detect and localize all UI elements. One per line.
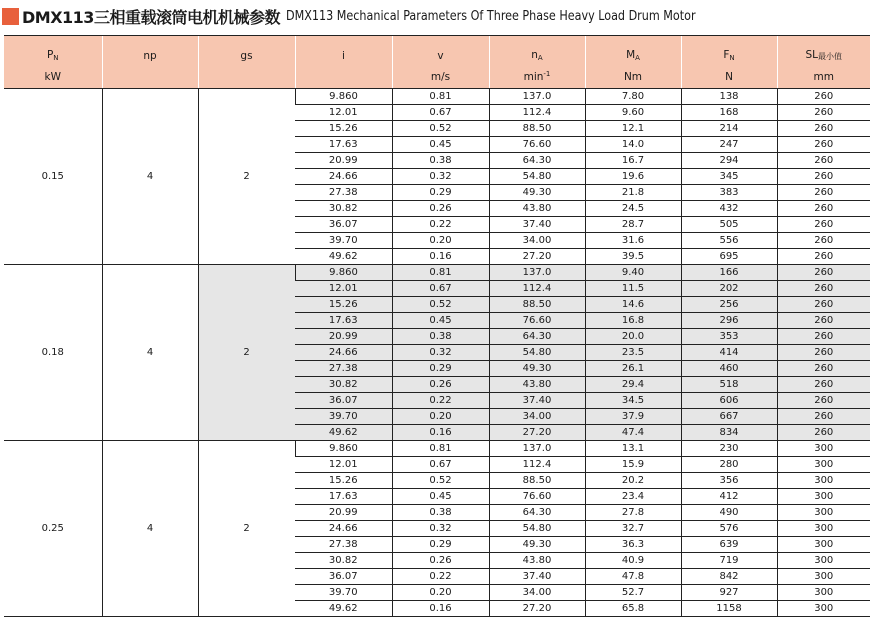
speed-v-cell: 0.52 bbox=[392, 121, 489, 137]
force-fn-cell: 927 bbox=[681, 585, 777, 601]
length-sl-cell: 260 bbox=[777, 153, 870, 169]
ratio-i-cell: 9.860 bbox=[295, 441, 392, 457]
speed-v-cell: 0.38 bbox=[392, 153, 489, 169]
header-na: $n_A$ bbox=[489, 36, 585, 66]
parameters-table bbox=[4, 35, 870, 617]
unit-i bbox=[295, 65, 392, 89]
length-sl-cell: 260 bbox=[777, 361, 870, 377]
length-sl-cell: 260 bbox=[777, 137, 870, 153]
header-symbol-row bbox=[4, 36, 870, 66]
torque-ma-cell: 23.5 bbox=[585, 345, 681, 361]
ratio-i-cell: 24.66 bbox=[295, 345, 392, 361]
torque-ma-cell: 12.1 bbox=[585, 121, 681, 137]
force-fn-cell: 345 bbox=[681, 169, 777, 185]
unit-ma: Nm bbox=[585, 65, 681, 89]
header-v: v bbox=[392, 36, 489, 66]
output-speed-na-cell: 49.30 bbox=[489, 361, 585, 377]
torque-ma-cell: 16.8 bbox=[585, 313, 681, 329]
length-sl-cell: 300 bbox=[777, 441, 870, 457]
force-fn-cell: 294 bbox=[681, 153, 777, 169]
force-fn-cell: 719 bbox=[681, 553, 777, 569]
power-group bbox=[4, 265, 870, 441]
length-sl-cell: 300 bbox=[777, 489, 870, 505]
output-speed-na-cell: 54.80 bbox=[489, 169, 585, 185]
length-sl-cell: 260 bbox=[777, 249, 870, 265]
torque-ma-cell: 16.7 bbox=[585, 153, 681, 169]
output-speed-na-cell: 76.60 bbox=[489, 137, 585, 153]
ratio-i-cell: 15.26 bbox=[295, 297, 392, 313]
title-english: DMX113 Mechanical Parameters Of Three Phase Heavy Load Drum Motor bbox=[285, 8, 696, 24]
torque-ma-cell: 28.7 bbox=[585, 217, 681, 233]
power-group bbox=[4, 441, 870, 617]
torque-ma-cell: 36.3 bbox=[585, 537, 681, 553]
speed-v-cell: 0.52 bbox=[392, 297, 489, 313]
speed-v-cell: 0.22 bbox=[392, 217, 489, 233]
header-unit-row bbox=[4, 65, 870, 89]
length-sl-cell: 300 bbox=[777, 569, 870, 585]
page-title bbox=[0, 4, 731, 28]
ratio-i-cell: 12.01 bbox=[295, 457, 392, 473]
speed-v-cell: 0.29 bbox=[392, 361, 489, 377]
length-sl-cell: 300 bbox=[777, 521, 870, 537]
output-speed-na-cell: 34.00 bbox=[489, 585, 585, 601]
length-sl-cell: 300 bbox=[777, 457, 870, 473]
speed-v-cell: 0.20 bbox=[392, 409, 489, 425]
ratio-i-cell: 27.38 bbox=[295, 361, 392, 377]
length-sl-cell: 260 bbox=[777, 409, 870, 425]
force-fn-cell: 556 bbox=[681, 233, 777, 249]
speed-v-cell: 0.45 bbox=[392, 489, 489, 505]
ratio-i-cell: 36.07 bbox=[295, 569, 392, 585]
length-sl-cell: 260 bbox=[777, 425, 870, 441]
speed-v-cell: 0.32 bbox=[392, 521, 489, 537]
force-fn-cell: 383 bbox=[681, 185, 777, 201]
torque-ma-cell: 24.5 bbox=[585, 201, 681, 217]
force-fn-cell: 280 bbox=[681, 457, 777, 473]
length-sl-cell: 260 bbox=[777, 329, 870, 345]
length-sl-cell: 260 bbox=[777, 377, 870, 393]
ratio-i-cell: 30.82 bbox=[295, 201, 392, 217]
group-np-cell: 4 bbox=[102, 265, 198, 441]
ratio-i-cell: 15.26 bbox=[295, 121, 392, 137]
length-sl-cell: 260 bbox=[777, 201, 870, 217]
speed-v-cell: 0.20 bbox=[392, 585, 489, 601]
length-sl-cell: 300 bbox=[777, 473, 870, 489]
force-fn-cell: 460 bbox=[681, 361, 777, 377]
output-speed-na-cell: 88.50 bbox=[489, 121, 585, 137]
speed-v-cell: 0.81 bbox=[392, 265, 489, 281]
force-fn-cell: 505 bbox=[681, 217, 777, 233]
force-fn-cell: 834 bbox=[681, 425, 777, 441]
header-pn: $P_N$ bbox=[4, 36, 102, 66]
torque-ma-cell: 7.80 bbox=[585, 89, 681, 105]
output-speed-na-cell: 137.0 bbox=[489, 441, 585, 457]
ratio-i-cell: 27.38 bbox=[295, 185, 392, 201]
length-sl-cell: 300 bbox=[777, 537, 870, 553]
force-fn-cell: 695 bbox=[681, 249, 777, 265]
force-fn-cell: 256 bbox=[681, 297, 777, 313]
table-header bbox=[4, 36, 870, 89]
speed-v-cell: 0.26 bbox=[392, 553, 489, 569]
ratio-i-cell: 17.63 bbox=[295, 313, 392, 329]
output-speed-na-cell: 88.50 bbox=[489, 297, 585, 313]
force-fn-cell: 166 bbox=[681, 265, 777, 281]
speed-v-cell: 0.52 bbox=[392, 473, 489, 489]
force-fn-cell: 230 bbox=[681, 441, 777, 457]
output-speed-na-cell: 76.60 bbox=[489, 489, 585, 505]
ratio-i-cell: 30.82 bbox=[295, 377, 392, 393]
length-sl-cell: 260 bbox=[777, 393, 870, 409]
output-speed-na-cell: 112.4 bbox=[489, 281, 585, 297]
speed-v-cell: 0.38 bbox=[392, 505, 489, 521]
length-sl-cell: 300 bbox=[777, 585, 870, 601]
torque-ma-cell: 65.8 bbox=[585, 601, 681, 617]
speed-v-cell: 0.67 bbox=[392, 281, 489, 297]
ratio-i-cell: 39.70 bbox=[295, 585, 392, 601]
title-chinese: DMX113三相重载滚筒电机机械参数 bbox=[22, 7, 280, 27]
torque-ma-cell: 21.8 bbox=[585, 185, 681, 201]
speed-v-cell: 0.20 bbox=[392, 233, 489, 249]
force-fn-cell: 490 bbox=[681, 505, 777, 521]
output-speed-na-cell: 76.60 bbox=[489, 313, 585, 329]
output-speed-na-cell: 137.0 bbox=[489, 265, 585, 281]
group-np-cell: 4 bbox=[102, 89, 198, 265]
force-fn-cell: 576 bbox=[681, 521, 777, 537]
speed-v-cell: 0.81 bbox=[392, 89, 489, 105]
ratio-i-cell: 15.26 bbox=[295, 473, 392, 489]
output-speed-na-cell: 64.30 bbox=[489, 329, 585, 345]
force-fn-cell: 842 bbox=[681, 569, 777, 585]
force-fn-cell: 214 bbox=[681, 121, 777, 137]
output-speed-na-cell: 43.80 bbox=[489, 553, 585, 569]
ratio-i-cell: 49.62 bbox=[295, 249, 392, 265]
ratio-i-cell: 9.860 bbox=[295, 89, 392, 105]
length-sl-cell: 260 bbox=[777, 313, 870, 329]
force-fn-cell: 138 bbox=[681, 89, 777, 105]
group-gs-cell: 2 bbox=[198, 265, 295, 441]
group-np-cell: 4 bbox=[102, 441, 198, 617]
length-sl-cell: 300 bbox=[777, 601, 870, 617]
unit-na: $\min^{-1}$ bbox=[489, 65, 585, 89]
torque-ma-cell: 31.6 bbox=[585, 233, 681, 249]
speed-v-cell: 0.67 bbox=[392, 105, 489, 121]
speed-v-cell: 0.22 bbox=[392, 569, 489, 585]
group-gs-cell: 2 bbox=[198, 89, 295, 265]
group-gs-cell: 2 bbox=[198, 441, 295, 617]
length-sl-cell: 260 bbox=[777, 233, 870, 249]
unit-v: m/s bbox=[392, 65, 489, 89]
length-sl-cell: 300 bbox=[777, 505, 870, 521]
length-sl-cell: 260 bbox=[777, 217, 870, 233]
torque-ma-cell: 20.2 bbox=[585, 473, 681, 489]
torque-ma-cell: 34.5 bbox=[585, 393, 681, 409]
torque-ma-cell: 47.4 bbox=[585, 425, 681, 441]
torque-ma-cell: 29.4 bbox=[585, 377, 681, 393]
speed-v-cell: 0.16 bbox=[392, 601, 489, 617]
unit-sl: mm bbox=[777, 65, 870, 89]
header-np: np bbox=[102, 36, 198, 66]
unit-np bbox=[102, 65, 198, 89]
unit-gs bbox=[198, 65, 295, 89]
speed-v-cell: 0.32 bbox=[392, 345, 489, 361]
speed-v-cell: 0.26 bbox=[392, 201, 489, 217]
group-pn-cell: 0.18 bbox=[4, 265, 102, 441]
force-fn-cell: 667 bbox=[681, 409, 777, 425]
force-fn-cell: 414 bbox=[681, 345, 777, 361]
force-fn-cell: 432 bbox=[681, 201, 777, 217]
output-speed-na-cell: 54.80 bbox=[489, 345, 585, 361]
torque-ma-cell: 40.9 bbox=[585, 553, 681, 569]
speed-v-cell: 0.38 bbox=[392, 329, 489, 345]
length-sl-cell: 260 bbox=[777, 105, 870, 121]
force-fn-cell: 639 bbox=[681, 537, 777, 553]
output-speed-na-cell: 37.40 bbox=[489, 217, 585, 233]
length-sl-cell: 260 bbox=[777, 169, 870, 185]
torque-ma-cell: 13.1 bbox=[585, 441, 681, 457]
output-speed-na-cell: 37.40 bbox=[489, 393, 585, 409]
speed-v-cell: 0.16 bbox=[392, 425, 489, 441]
table-row bbox=[4, 89, 870, 105]
ratio-i-cell: 12.01 bbox=[295, 281, 392, 297]
header-i: i bbox=[295, 36, 392, 66]
output-speed-na-cell: 37.40 bbox=[489, 569, 585, 585]
torque-ma-cell: 52.7 bbox=[585, 585, 681, 601]
unit-fn: N bbox=[681, 65, 777, 89]
speed-v-cell: 0.45 bbox=[392, 313, 489, 329]
torque-ma-cell: 19.6 bbox=[585, 169, 681, 185]
torque-ma-cell: 14.6 bbox=[585, 297, 681, 313]
ratio-i-cell: 39.70 bbox=[295, 233, 392, 249]
force-fn-cell: 356 bbox=[681, 473, 777, 489]
output-speed-na-cell: 27.20 bbox=[489, 425, 585, 441]
torque-ma-cell: 39.5 bbox=[585, 249, 681, 265]
power-group bbox=[4, 89, 870, 265]
ratio-i-cell: 17.63 bbox=[295, 137, 392, 153]
force-fn-cell: 296 bbox=[681, 313, 777, 329]
length-sl-cell: 260 bbox=[777, 281, 870, 297]
ratio-i-cell: 49.62 bbox=[295, 425, 392, 441]
header-sl: SL最小值 bbox=[777, 36, 870, 66]
force-fn-cell: 606 bbox=[681, 393, 777, 409]
output-speed-na-cell: 27.20 bbox=[489, 249, 585, 265]
torque-ma-cell: 27.8 bbox=[585, 505, 681, 521]
header-gs: gs bbox=[198, 36, 295, 66]
ratio-i-cell: 39.70 bbox=[295, 409, 392, 425]
length-sl-cell: 260 bbox=[777, 265, 870, 281]
group-pn-cell: 0.25 bbox=[4, 441, 102, 617]
torque-ma-cell: 9.40 bbox=[585, 265, 681, 281]
torque-ma-cell: 11.5 bbox=[585, 281, 681, 297]
force-fn-cell: 353 bbox=[681, 329, 777, 345]
torque-ma-cell: 15.9 bbox=[585, 457, 681, 473]
ratio-i-cell: 36.07 bbox=[295, 217, 392, 233]
header-fn: $F_N$ bbox=[681, 36, 777, 66]
ratio-i-cell: 17.63 bbox=[295, 489, 392, 505]
output-speed-na-cell: 34.00 bbox=[489, 233, 585, 249]
output-speed-na-cell: 137.0 bbox=[489, 89, 585, 105]
force-fn-cell: 202 bbox=[681, 281, 777, 297]
ratio-i-cell: 27.38 bbox=[295, 537, 392, 553]
torque-ma-cell: 9.60 bbox=[585, 105, 681, 121]
ratio-i-cell: 20.99 bbox=[295, 153, 392, 169]
ratio-i-cell: 20.99 bbox=[295, 505, 392, 521]
torque-ma-cell: 47.8 bbox=[585, 569, 681, 585]
force-fn-cell: 1158 bbox=[681, 601, 777, 617]
torque-ma-cell: 26.1 bbox=[585, 361, 681, 377]
speed-v-cell: 0.45 bbox=[392, 137, 489, 153]
force-fn-cell: 247 bbox=[681, 137, 777, 153]
ratio-i-cell: 36.07 bbox=[295, 393, 392, 409]
output-speed-na-cell: 112.4 bbox=[489, 457, 585, 473]
speed-v-cell: 0.26 bbox=[392, 377, 489, 393]
torque-ma-cell: 32.7 bbox=[585, 521, 681, 537]
output-speed-na-cell: 64.30 bbox=[489, 153, 585, 169]
output-speed-na-cell: 43.80 bbox=[489, 201, 585, 217]
output-speed-na-cell: 64.30 bbox=[489, 505, 585, 521]
length-sl-cell: 260 bbox=[777, 185, 870, 201]
output-speed-na-cell: 112.4 bbox=[489, 105, 585, 121]
ratio-i-cell: 9.860 bbox=[295, 265, 392, 281]
torque-ma-cell: 37.9 bbox=[585, 409, 681, 425]
speed-v-cell: 0.32 bbox=[392, 169, 489, 185]
speed-v-cell: 0.22 bbox=[392, 393, 489, 409]
table-row bbox=[4, 441, 870, 457]
ratio-i-cell: 12.01 bbox=[295, 105, 392, 121]
force-fn-cell: 518 bbox=[681, 377, 777, 393]
torque-ma-cell: 23.4 bbox=[585, 489, 681, 505]
length-sl-cell: 260 bbox=[777, 297, 870, 313]
output-speed-na-cell: 49.30 bbox=[489, 185, 585, 201]
torque-ma-cell: 20.0 bbox=[585, 329, 681, 345]
group-pn-cell: 0.15 bbox=[4, 89, 102, 265]
output-speed-na-cell: 49.30 bbox=[489, 537, 585, 553]
output-speed-na-cell: 34.00 bbox=[489, 409, 585, 425]
speed-v-cell: 0.16 bbox=[392, 249, 489, 265]
title-marker-icon bbox=[2, 8, 19, 25]
ratio-i-cell: 49.62 bbox=[295, 601, 392, 617]
output-speed-na-cell: 88.50 bbox=[489, 473, 585, 489]
length-sl-cell: 260 bbox=[777, 121, 870, 137]
ratio-i-cell: 20.99 bbox=[295, 329, 392, 345]
torque-ma-cell: 14.0 bbox=[585, 137, 681, 153]
table-row bbox=[4, 265, 870, 281]
output-speed-na-cell: 27.20 bbox=[489, 601, 585, 617]
force-fn-cell: 412 bbox=[681, 489, 777, 505]
unit-pn: kW bbox=[4, 65, 102, 89]
speed-v-cell: 0.29 bbox=[392, 537, 489, 553]
ratio-i-cell: 24.66 bbox=[295, 521, 392, 537]
speed-v-cell: 0.67 bbox=[392, 457, 489, 473]
ratio-i-cell: 24.66 bbox=[295, 169, 392, 185]
speed-v-cell: 0.29 bbox=[392, 185, 489, 201]
ratio-i-cell: 30.82 bbox=[295, 553, 392, 569]
header-ma: $M_A$ bbox=[585, 36, 681, 66]
length-sl-cell: 300 bbox=[777, 553, 870, 569]
length-sl-cell: 260 bbox=[777, 89, 870, 105]
force-fn-cell: 168 bbox=[681, 105, 777, 121]
output-speed-na-cell: 43.80 bbox=[489, 377, 585, 393]
length-sl-cell: 260 bbox=[777, 345, 870, 361]
output-speed-na-cell: 54.80 bbox=[489, 521, 585, 537]
speed-v-cell: 0.81 bbox=[392, 441, 489, 457]
